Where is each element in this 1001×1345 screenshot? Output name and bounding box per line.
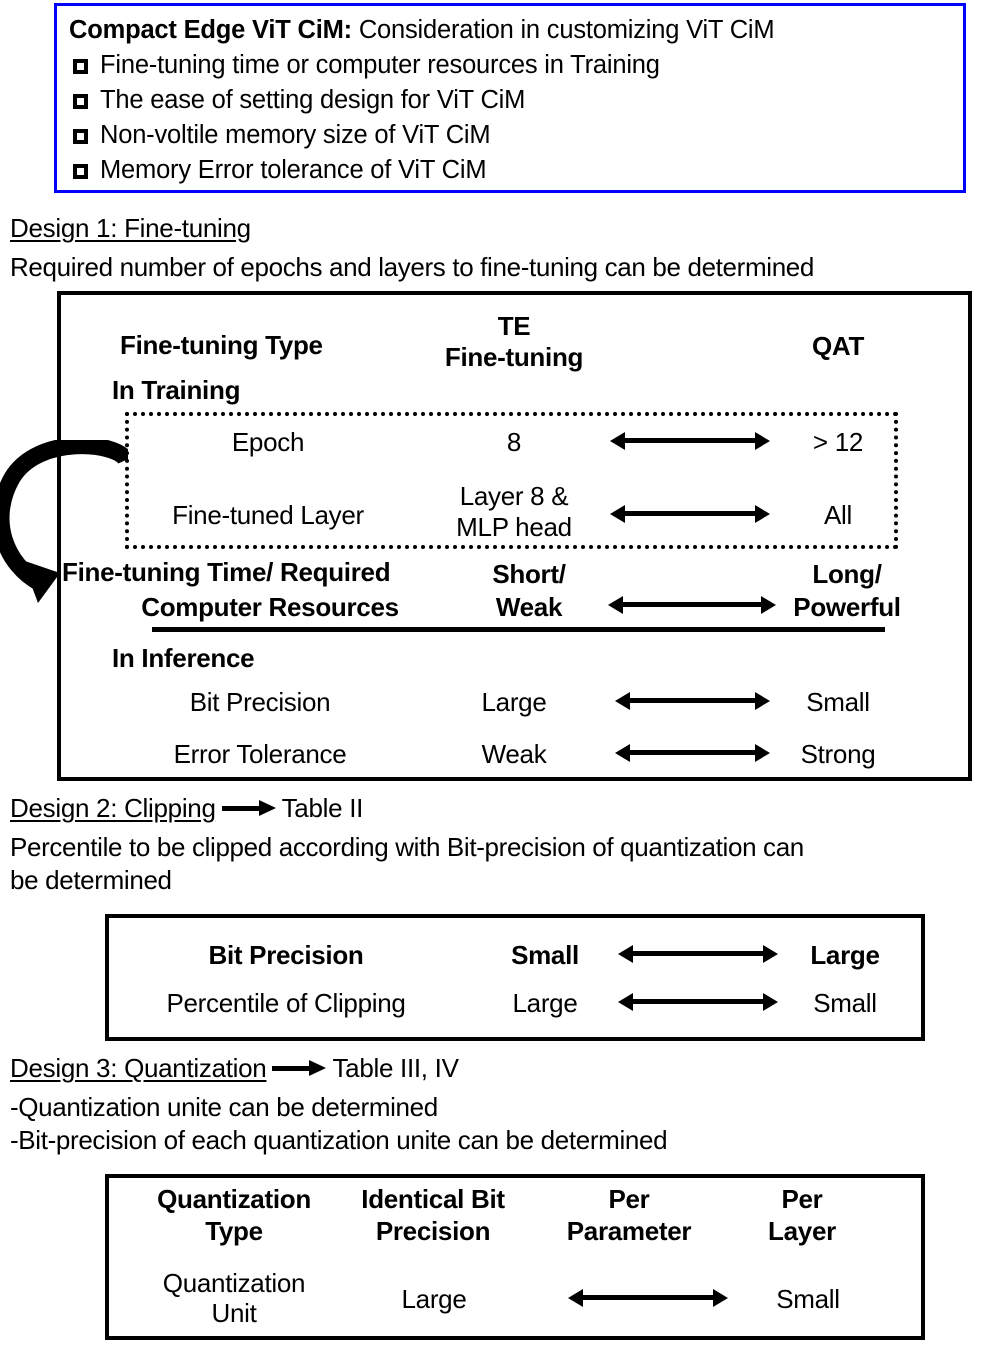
design1-row-time-label-line2: Computer Resources [141, 592, 399, 622]
design3-heading: Design 3: Quantization Table III, IV [10, 1053, 459, 1083]
design1-row-epoch-left: 8 [506, 427, 522, 457]
design1-row-bitprecision-arrow [615, 692, 770, 710]
design1-row-time-label-line1: Fine-tuning Time/ Required [62, 557, 391, 587]
callout-title [69, 13, 963, 48]
callout-bullet-2 [69, 83, 963, 118]
callout-bullet-4 [69, 153, 963, 188]
design1-row-epoch-label: Epoch [231, 427, 305, 457]
design1-row-bitprecision-left: Large [481, 687, 547, 717]
design2-table [105, 914, 925, 1041]
design1-row-time-left-line2: Weak [495, 592, 563, 622]
design3-header-identical-line2: Precision [375, 1216, 491, 1246]
design3-row-unit-arrow [568, 1289, 728, 1307]
design3-row-unit-right: Small [776, 1284, 840, 1314]
design1-row-time-right-line2: Powerful [793, 592, 901, 622]
design1-heading: Design 1: Fine-tuning [10, 213, 251, 243]
training-to-cost-loop-arrow [0, 440, 128, 605]
design1-row-layer-right: All [824, 500, 852, 530]
design2-heading: Design 2: Clipping Table II [10, 793, 364, 823]
design1-header-te-line1: TE [497, 311, 531, 341]
design3-row-unit-label-line2: Unit [211, 1298, 257, 1328]
design3-header-type-line2: Type [205, 1216, 263, 1246]
design2-description-line2: be determined [10, 865, 172, 895]
design1-header-qat: QAT [811, 331, 865, 361]
design1-row-bitprecision-right: Small [806, 687, 870, 717]
design2-ref-label: Table II [281, 793, 364, 823]
callout-bullet-2-label: The ease of setting design for ViT CiM [100, 86, 526, 114]
callout-bullet-1 [69, 48, 963, 83]
design2-row-bitprecision-left: Small [511, 940, 579, 970]
design3-ref-label: Table III, IV [332, 1053, 459, 1083]
callout-bullet-4-label: Memory Error tolerance of ViT CiM [100, 156, 487, 184]
design2-row-percentile-right: Small [813, 988, 877, 1018]
design1-row-bitprecision-label: Bit Precision [189, 687, 331, 717]
design1-row-time-arrow [608, 596, 776, 614]
design1-row-epoch-right: > 12 [812, 427, 864, 457]
callout-title-rest: Consideration in customizing ViT CiM [351, 16, 775, 44]
design1-row-layer-left-line1: Layer 8 & [459, 481, 569, 511]
design1-divider [152, 627, 885, 632]
design1-row-errortolerance-right: Strong [800, 739, 876, 769]
design2-row-bitprecision-label: Bit Precision [208, 940, 364, 970]
design3-description-line2: -Bit-precision of each quantization unite can be determined [10, 1125, 668, 1155]
design1-row-time-left-line1: Short/ [492, 559, 566, 589]
design1-group-training: In Training [112, 375, 241, 405]
design2-description-line1: Percentile to be clipped according with Bit-precision of quantization can [10, 832, 804, 862]
design1-header-te-line2: Fine-tuning [444, 342, 584, 372]
design1-group-inference: In Inference [112, 643, 255, 673]
design3-header-perparameter-line2: Parameter [566, 1216, 692, 1246]
design1-row-layer-left-line2: MLP head [456, 512, 572, 542]
checkbox-icon [73, 59, 88, 74]
callout-bullet-3 [69, 118, 963, 153]
design1-row-epoch-arrow [610, 432, 770, 450]
design3-header-perlayer-line2: Layer [768, 1216, 836, 1246]
design1-header-type: Fine-tuning Type [120, 330, 323, 360]
design1-row-errortolerance-arrow [615, 744, 770, 762]
checkbox-icon [73, 164, 88, 179]
design1-description: Required number of epochs and layers to fine-tuning can be determined [10, 252, 815, 282]
design1-row-layer-label: Fine-tuned Layer [172, 500, 364, 530]
checkbox-icon [73, 129, 88, 144]
design1-row-errortolerance-label: Error Tolerance [173, 739, 347, 769]
design2-row-bitprecision-arrow [618, 945, 778, 963]
design2-row-percentile-left: Large [512, 988, 578, 1018]
design2-row-bitprecision-right: Large [810, 940, 880, 970]
design1-row-layer-arrow [610, 505, 770, 523]
callout-title-bold: Compact Edge ViT CiM: [69, 16, 352, 44]
design3-row-unit-label-line1: Quantization [162, 1268, 306, 1298]
design3-header-type-line1: Quantization [157, 1184, 311, 1214]
callout-bullet-1-label: Fine-tuning time or computer resources in Training [100, 51, 660, 79]
design3-ref-arrow-icon [272, 1058, 326, 1078]
design2-row-percentile-arrow [618, 993, 778, 1011]
compact-edge-vit-cim-callout [54, 3, 966, 193]
design2-ref-arrow-icon [222, 798, 276, 818]
design3-header-perparameter-line1: Per [608, 1184, 650, 1214]
design1-row-errortolerance-left: Weak [481, 739, 547, 769]
design3-row-unit-left: Large [401, 1284, 467, 1314]
design3-header-perlayer-line1: Per [781, 1184, 823, 1214]
design3-description-line1: -Quantization unite can be determined [10, 1092, 438, 1122]
design2-row-percentile-label: Percentile of Clipping [166, 988, 406, 1018]
callout-bullet-3-label: Non-voltile memory size of ViT CiM [100, 121, 491, 149]
design1-row-time-right-line1: Long/ [812, 559, 882, 589]
design3-header-identical-line1: Identical Bit [361, 1184, 505, 1214]
checkbox-icon [73, 94, 88, 109]
